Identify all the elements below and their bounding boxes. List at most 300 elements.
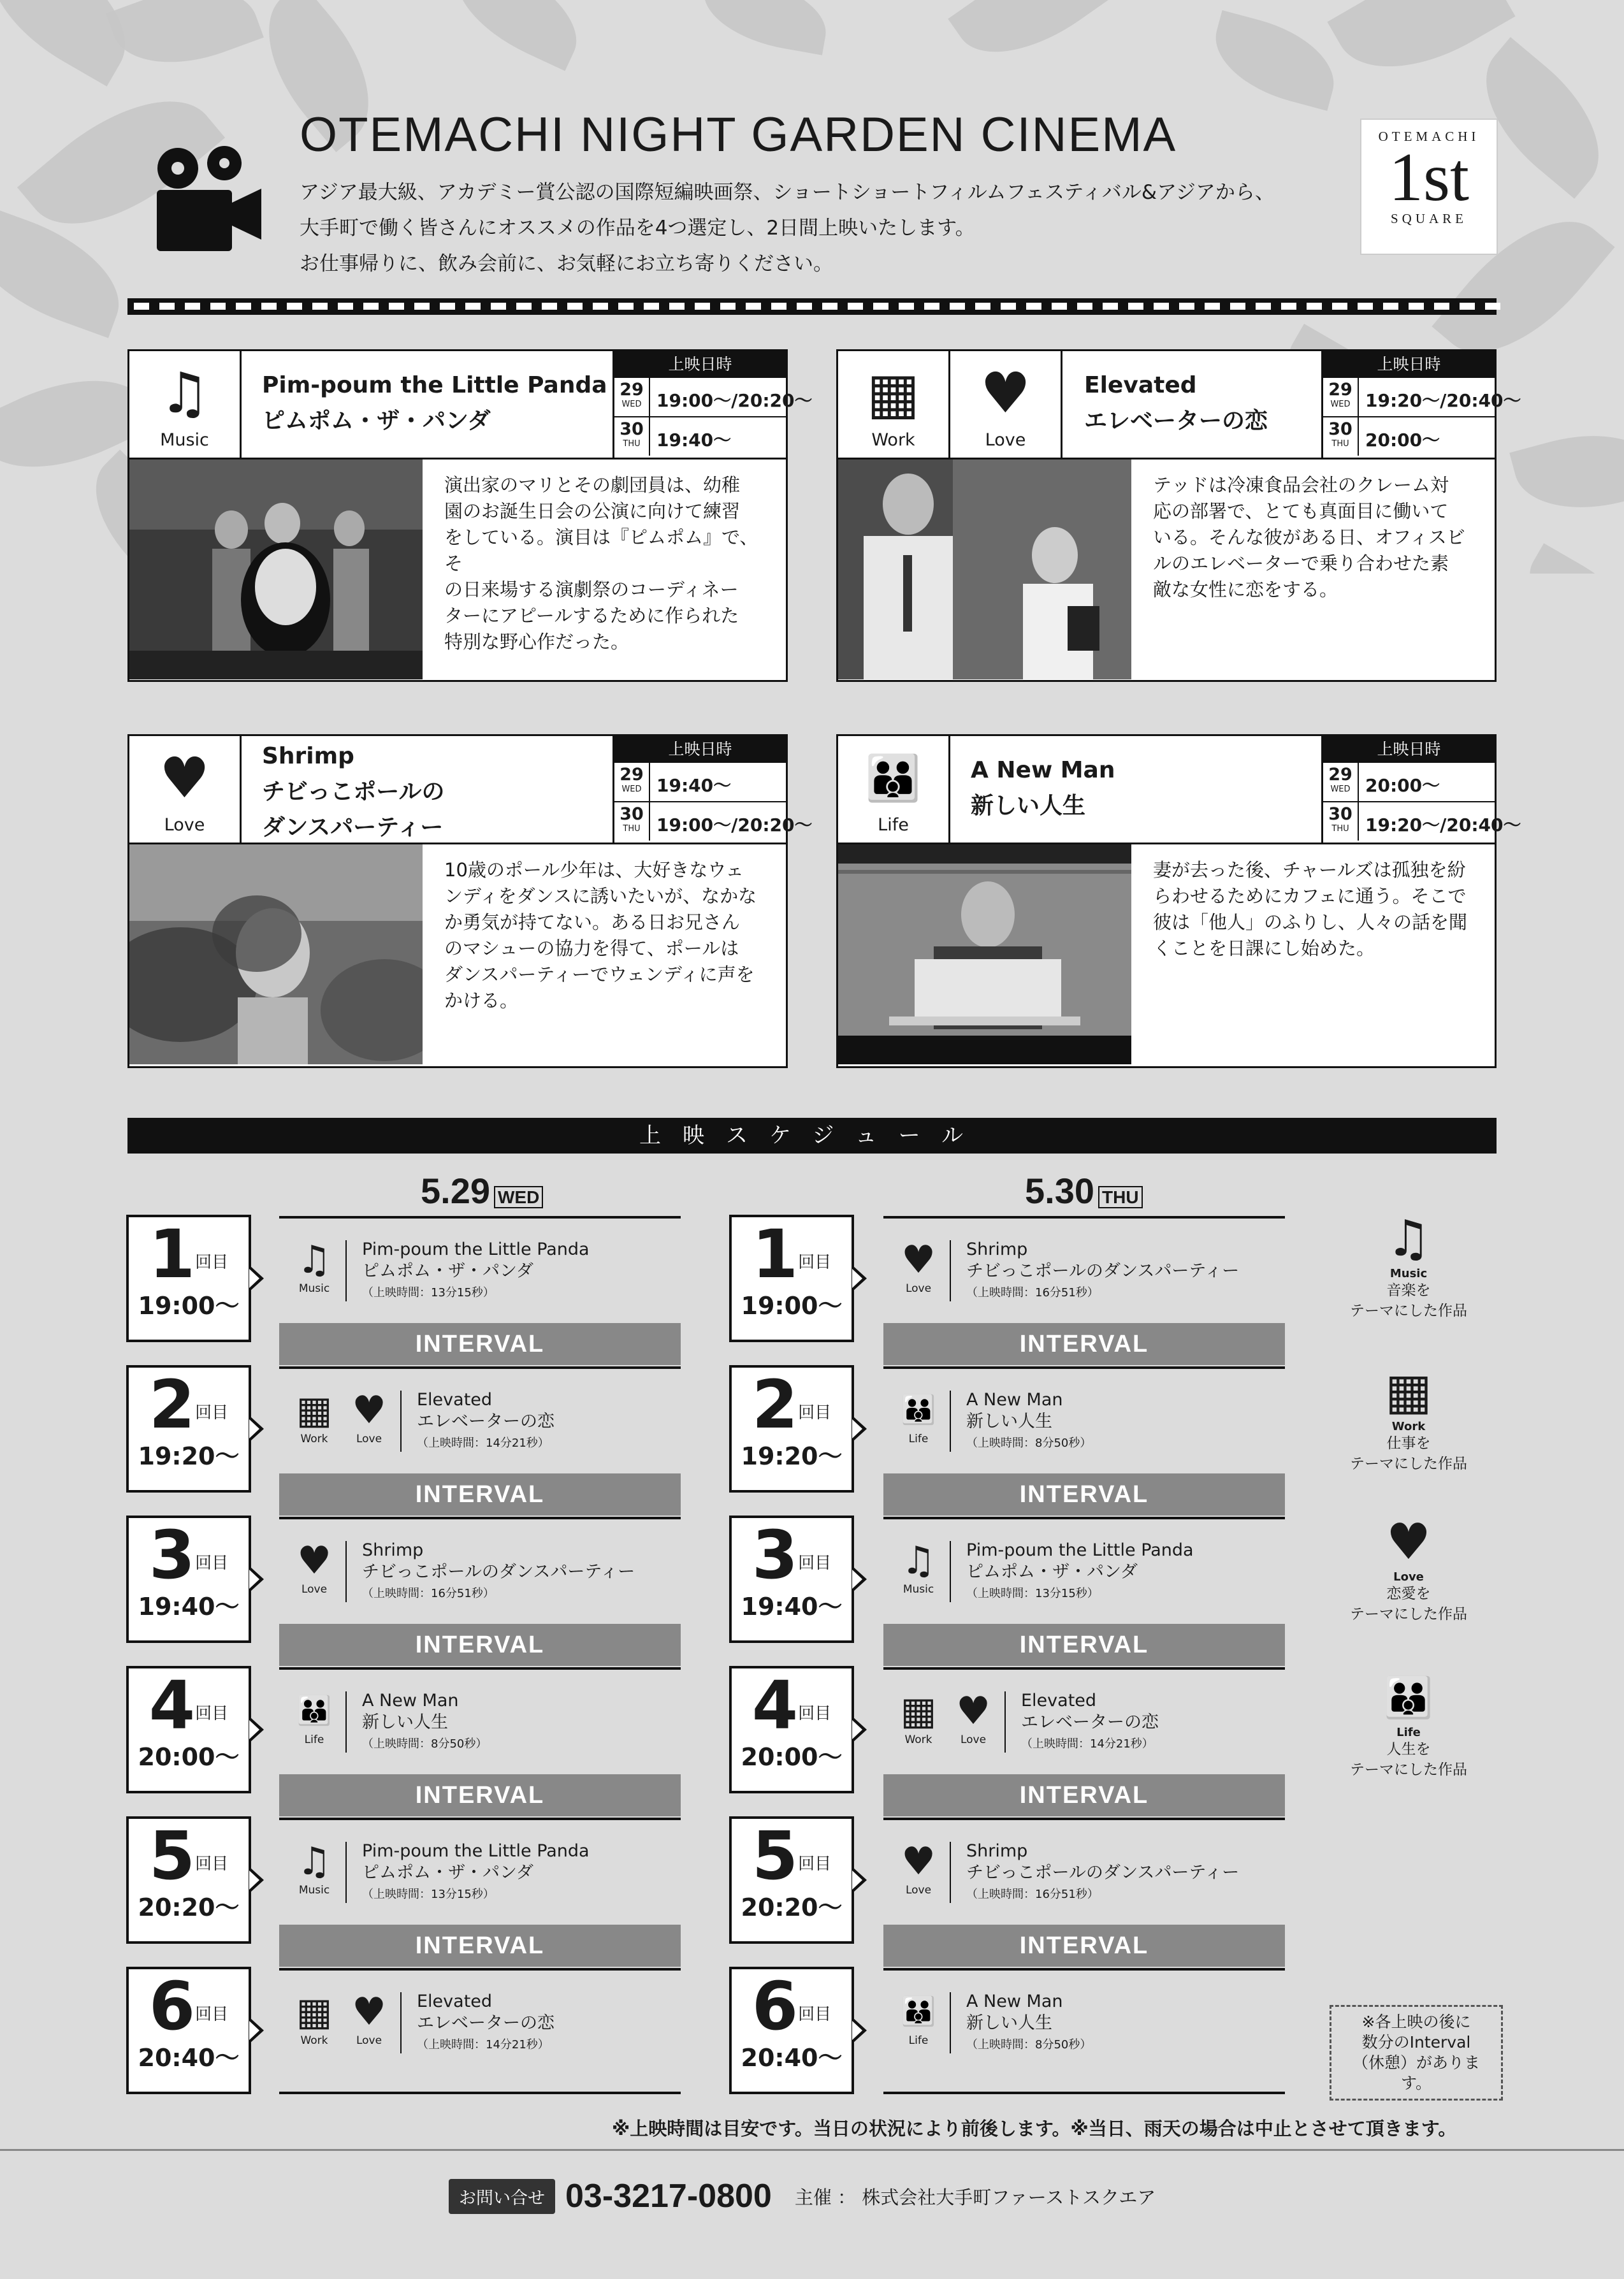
slot-time: 20:20〜 [741, 1893, 843, 1921]
round-suffix: 回目 [798, 2005, 832, 2024]
showtime-value: 19:40〜 [656, 775, 732, 796]
legend-desc: テーマにした作品 [1350, 1762, 1467, 1778]
showtime-value: 19:00〜/20:20〜 [656, 390, 813, 411]
separator [400, 1391, 402, 1452]
icon-label: Love [985, 430, 1026, 450]
round-suffix: 回目 [195, 1403, 229, 1422]
filmstrip-hole [414, 303, 430, 310]
film-title-en: Pim-poum the Little Panda [362, 1240, 590, 1259]
round-suffix: 回目 [798, 1704, 832, 1723]
showtime-row [614, 802, 813, 842]
interval-bar: INTERVAL [883, 1323, 1285, 1365]
schedule-slot [729, 1816, 854, 1944]
schedule-film [883, 1517, 1285, 1625]
intro-text [300, 175, 1319, 282]
film-still-a-new-man [838, 844, 1131, 1064]
desc-line: 敵な女性に恋をする。 [1153, 579, 1338, 600]
filmstrip-hole [491, 303, 506, 310]
music-note-icon: ♫ Music [890, 1538, 947, 1596]
desc-line: テッドは冷凍食品会社のクレーム対 [1153, 474, 1449, 496]
showtime-value: 19:20〜/20:40〜 [1365, 814, 1521, 836]
day-num: 30 [1328, 419, 1352, 439]
schedule-slot [729, 1666, 854, 1793]
film-description [444, 857, 776, 1014]
filmstrip-hole [1383, 303, 1398, 310]
film-title-ja: ピムポム・ザ・パンダ [362, 1863, 533, 1883]
filmstrip-hole [1128, 303, 1143, 310]
showtime-value: 19:00〜/20:20〜 [656, 814, 813, 836]
film-title-ja: エレベーターの恋 [417, 2013, 555, 2033]
film-duration: （上映時間：13分15秒） [966, 1587, 1099, 1600]
film-title-ja: チビっこポールのダンスパーティー [966, 1261, 1240, 1281]
title-en: Shrimp [262, 743, 354, 769]
filmstrip-hole [1485, 303, 1500, 310]
legend-label: Work [1391, 1420, 1426, 1433]
icon-label: Work [300, 1433, 328, 1445]
building-icon: ▦ Work [890, 1689, 947, 1746]
showtimes [613, 736, 813, 843]
showtimes-header: 上映日時 [614, 736, 786, 763]
heart-icon: ♥ Love [890, 1839, 947, 1897]
heart-icon: ♥ Love [340, 1388, 398, 1445]
icon-label: Work [904, 1733, 932, 1746]
legend-desc: 人生を [1386, 1741, 1431, 1758]
day-of-week: THU [1098, 1186, 1143, 1208]
desc-line: の日来場する演劇祭のコーディネー [444, 579, 739, 600]
icon-label: Love [905, 1884, 932, 1897]
desc-line: のマシューの協力を得て、ポールは [444, 937, 739, 959]
round-suffix: 回目 [798, 1403, 832, 1422]
filmstrip-hole [873, 303, 888, 310]
desc-line: 演出家のマリとその劇団員は、幼稚 [444, 474, 741, 496]
filmstrip-hole [1409, 303, 1424, 310]
showtimes [1321, 736, 1521, 843]
film-title-ja: 新しい人生 [362, 1712, 448, 1732]
filmstrip-hole [848, 303, 863, 310]
note-line: 数分のInterval [1361, 2033, 1471, 2051]
filmstrip-hole [899, 303, 914, 310]
desc-line: 彼は「他人」のふりし、人々の話を聞 [1153, 911, 1468, 933]
round-suffix: 回目 [195, 2005, 229, 2024]
desc-line: らわせるためにカフェに通う。そこで [1153, 885, 1467, 907]
film-card-pim-poum [127, 349, 813, 682]
filmstrip-hole [669, 303, 685, 310]
projector-icon [143, 144, 264, 254]
intro-line-2: 大手町で働く皆さんにオススメの作品を4つ選定し、2日間上映いたします。 [300, 217, 975, 240]
heart-icon: ♥ Love [890, 1238, 947, 1295]
film-duration: （上映時間：14分21秒） [417, 2038, 549, 2051]
showtime-row [614, 378, 813, 417]
desc-line: くことを日課にし始めた。 [1153, 937, 1375, 959]
showtime-value: 19:40〜 [656, 430, 732, 451]
date-value: 5.29 [421, 1171, 490, 1211]
slot-time: 20:00〜 [741, 1743, 843, 1771]
filmstrip-hole [516, 303, 532, 310]
showtime-row [1323, 378, 1521, 417]
film-title-en: A New Man [966, 1992, 1063, 2011]
filmstrip-hole [1281, 303, 1296, 310]
day-num: 29 [1328, 765, 1352, 785]
showtime-value: 19:20〜/20:40〜 [1365, 390, 1521, 411]
film-title-en: Elevated [417, 1390, 493, 1410]
round-number: 4 [149, 1667, 196, 1744]
film-text [1021, 1690, 1159, 1755]
date-5-30 [1025, 1170, 1143, 1212]
film-duration: （上映時間：16分51秒） [966, 1286, 1099, 1299]
film-title [971, 753, 1115, 824]
showtime-row [1323, 763, 1495, 802]
film-title-en: A New Man [966, 1390, 1063, 1410]
schedule-end-line [279, 2092, 681, 2094]
filmstrip-hole [134, 303, 149, 310]
legend-desc: 音楽を [1386, 1282, 1431, 1299]
day-num: 30 [620, 804, 644, 824]
filmstrip-hole [644, 303, 659, 310]
music-note-icon: ♫ Music [286, 1238, 343, 1295]
film-title-ja: ピムポム・ザ・パンダ [966, 1562, 1138, 1582]
film-still-elevated [838, 459, 1131, 679]
phone-number[interactable]: 03-3217-0800 [565, 2178, 772, 2215]
title-en: A New Man [971, 757, 1115, 783]
schedule-film [279, 1968, 681, 2076]
legend-label: Music [1389, 1267, 1428, 1280]
title-en: Pim-poum the Little Panda [262, 372, 607, 398]
day-week: WED [621, 400, 642, 409]
icon-label: Music [298, 1884, 330, 1897]
slot-time: 20:40〜 [741, 2044, 843, 2072]
film-title-ja: エレベーターの恋 [417, 1412, 555, 1431]
title-ja: チビっこポールの [262, 779, 445, 805]
schedule-slot [126, 1365, 251, 1493]
schedule-slot [126, 1215, 251, 1342]
icon-label: Life [908, 2034, 929, 2047]
film-text [966, 1540, 1194, 1605]
filmstrip-hole [1434, 303, 1449, 310]
schedule-film [883, 1216, 1285, 1324]
logo-mid: 1st [1388, 140, 1470, 215]
day-week: THU [623, 824, 641, 834]
filmstrip-hole [338, 303, 353, 310]
round-number: 3 [149, 1516, 196, 1594]
icon-label: Love [960, 1733, 987, 1746]
round-number: 1 [149, 1215, 196, 1293]
schedule-film [279, 1517, 681, 1625]
round-number: 2 [149, 1366, 196, 1443]
icon-label: Love [356, 2034, 382, 2047]
icon-label: Love [301, 1583, 328, 1596]
round-suffix: 回目 [195, 1554, 229, 1573]
film-text [362, 1841, 590, 1906]
film-duration: （上映時間：16分51秒） [362, 1587, 495, 1600]
legend-desc: テーマにした作品 [1350, 1303, 1467, 1319]
filmstrip-divider [127, 298, 1497, 315]
film-text [966, 1389, 1091, 1454]
showtimes [613, 351, 813, 458]
film-text [966, 1841, 1239, 1906]
schedule-film [279, 1366, 681, 1475]
filmstrip-hole [542, 303, 557, 310]
intro-line-1: アジア最大級、アカデミー賞公認の国際短編映画祭、ショートショートフィルムフェスティバル&アジアから、 [300, 181, 1275, 204]
round-suffix: 回目 [798, 1253, 832, 1272]
schedule-film [883, 1366, 1285, 1475]
filmstrip-hole [975, 303, 990, 310]
filmstrip-hole [1332, 303, 1347, 310]
film-title-en: Pim-poum the Little Panda [966, 1540, 1194, 1560]
film-duration: （上映時間：16分51秒） [966, 1888, 1099, 1901]
round-number: 2 [751, 1366, 799, 1443]
heart-icon: ♥ Love [950, 351, 1062, 458]
icon-label: Life [304, 1733, 324, 1746]
film-duration: （上映時間：14分21秒） [1021, 1737, 1154, 1751]
showtimes-header: 上映日時 [614, 351, 786, 378]
filmstrip-hole [567, 303, 583, 310]
slot-time: 19:20〜 [741, 1442, 843, 1470]
separator [345, 1691, 347, 1753]
day-num: 29 [1328, 380, 1352, 400]
desc-line: ルのエレベーターで乗り合わせた素 [1153, 553, 1449, 574]
schedule-film [883, 1818, 1285, 1926]
icon-label: Love [164, 815, 205, 835]
interval-bar: INTERVAL [279, 1774, 681, 1816]
desc-line: ターにアピールするために作られた [444, 605, 739, 626]
separator [950, 1992, 951, 2053]
filmstrip-hole [389, 303, 404, 310]
filmstrip-hole [746, 303, 761, 310]
title-en: Elevated [1084, 372, 1197, 398]
filmstrip-hole [822, 303, 837, 310]
family-icon: 👪 Life [838, 736, 950, 843]
music-note-icon: ♫ [1386, 1210, 1431, 1268]
interval-bar: INTERVAL [883, 1925, 1285, 1967]
day-num: 29 [620, 765, 644, 785]
film-text [362, 1239, 590, 1304]
showtime-row [1323, 802, 1521, 842]
filmstrip-hole [210, 303, 226, 310]
filmstrip-hole [771, 303, 787, 310]
interval-bar: INTERVAL [883, 1624, 1285, 1666]
icon-label: Life [908, 1433, 929, 1445]
schedule-slot [729, 1516, 854, 1643]
filmstrip-hole [1052, 303, 1067, 310]
schedule-film [883, 1968, 1285, 2076]
film-text [966, 1239, 1239, 1304]
round-suffix: 回目 [798, 1554, 832, 1573]
interval-bar: INTERVAL [279, 1925, 681, 1967]
schedule-film [279, 1667, 681, 1776]
note-line: （休憩）があります。 [1352, 2053, 1480, 2092]
film-text [417, 1389, 555, 1454]
schedule-header: 上映スケジュール [127, 1118, 1497, 1154]
film-description [1153, 472, 1484, 603]
logo-bottom: SQUARE [1390, 211, 1467, 226]
slot-time: 19:00〜 [138, 1292, 240, 1320]
title-ja: エレベーターの恋 [1084, 408, 1268, 434]
desc-line: をしている。演目は『ピムポム』で、そ [444, 526, 758, 574]
film-text [362, 1540, 635, 1605]
round-number: 3 [751, 1516, 799, 1594]
film-title [262, 739, 445, 846]
desc-line: かける。 [444, 990, 519, 1011]
film-duration: （上映時間：13分15秒） [362, 1286, 495, 1299]
legend-work [1332, 1364, 1485, 1474]
title-ja-2: ダンスパーティー [262, 814, 444, 841]
filmstrip-hole [287, 303, 302, 310]
day-week: THU [1331, 824, 1349, 834]
interval-note [1330, 2005, 1503, 2101]
slot-time: 19:40〜 [138, 1593, 240, 1621]
legend-label: Love [1393, 1570, 1424, 1584]
intro-line-3: お仕事帰りに、飲み会前に、お気軽にお立ち寄りください。 [300, 252, 833, 275]
schedule-film [279, 1216, 681, 1324]
round-number: 1 [751, 1215, 799, 1293]
filmstrip-hole [1358, 303, 1373, 310]
film-still-pim-poum [129, 459, 423, 679]
contact-tag: お問い合せ [449, 2179, 555, 2214]
slot-time: 20:40〜 [138, 2044, 240, 2072]
music-note-icon: ♫ Music [286, 1839, 343, 1897]
showtime-row [1323, 417, 1495, 457]
schedule-slot [126, 1666, 251, 1793]
filmstrip-hole [312, 303, 328, 310]
heart-icon: ♥ Love [340, 1990, 398, 2047]
filmstrip-hole [593, 303, 608, 310]
interval-bar: INTERVAL [279, 1323, 681, 1365]
round-number: 5 [149, 1817, 196, 1895]
icon-label: Life [878, 815, 909, 835]
page-title: OTEMACHI NIGHT GARDEN CINEMA [300, 108, 1177, 162]
filmstrip-hole [1154, 303, 1169, 310]
day-of-week: WED [494, 1186, 543, 1208]
separator [400, 1992, 402, 2053]
film-title [1084, 368, 1268, 439]
filmstrip-hole [1103, 303, 1118, 310]
film-text [966, 1991, 1091, 2056]
showtimes-header: 上映日時 [1323, 736, 1495, 763]
showtimes [1321, 351, 1521, 458]
schedule-film [279, 1818, 681, 1926]
icon-label: Work [871, 430, 915, 450]
schedule-slot [126, 1516, 251, 1643]
round-number: 6 [751, 1967, 799, 2045]
date-value: 5.30 [1025, 1171, 1094, 1211]
film-title-en: Shrimp [966, 1841, 1028, 1861]
film-title-ja: 新しい人生 [966, 2013, 1052, 2033]
desc-line: 10歳のポール少年は、大好きなウェ [444, 859, 744, 881]
film-title-en: Elevated [417, 1992, 493, 2011]
icon-label: Love [905, 1282, 932, 1295]
showtimes-header: 上映日時 [1323, 351, 1495, 378]
filmstrip-hole [1001, 303, 1016, 310]
desc-line: 特別な野心作だった。 [444, 631, 630, 653]
separator [950, 1541, 951, 1602]
film-card-a-new-man [836, 734, 1521, 1068]
slot-time: 20:20〜 [138, 1893, 240, 1921]
icon-label: Music [298, 1282, 330, 1295]
showtime-value: 20:00〜 [1365, 775, 1440, 796]
separator [1004, 1691, 1006, 1753]
schedule-slot [729, 1365, 854, 1493]
filmstrip-hole [924, 303, 939, 310]
film-description [1153, 857, 1484, 962]
slot-time: 19:40〜 [741, 1593, 843, 1621]
film-title [262, 368, 607, 439]
day-num: 30 [620, 419, 644, 439]
film-still-shrimp [129, 844, 423, 1064]
interval-bar: INTERVAL [883, 1473, 1285, 1516]
filmstrip-hole [1230, 303, 1245, 310]
title-ja: ピムポム・ザ・パンダ [262, 408, 491, 434]
separator [950, 1240, 951, 1301]
filmstrip-hole [950, 303, 965, 310]
day-week: WED [1330, 400, 1351, 409]
legend-love [1332, 1514, 1485, 1624]
day-week: WED [621, 785, 642, 794]
legend-desc: テーマにした作品 [1350, 1456, 1467, 1472]
filmstrip-hole [1179, 303, 1194, 310]
heart-icon: ♥ [1386, 1514, 1431, 1571]
desc-line: か勇気が持てない。ある日お兄さん [444, 911, 741, 933]
filmstrip-hole [618, 303, 634, 310]
desc-line: 妻が去った後、チャールズは孤独を紛 [1153, 859, 1466, 881]
showtime-value: 20:00〜 [1365, 430, 1440, 451]
day-week: WED [1330, 785, 1351, 794]
interval-bar: INTERVAL [279, 1624, 681, 1666]
film-duration: （上映時間：8分50秒） [362, 1737, 488, 1751]
film-title-ja: ピムポム・ザ・パンダ [362, 1261, 533, 1281]
slot-time: 19:20〜 [138, 1442, 240, 1470]
building-icon: ▦ [1385, 1363, 1432, 1421]
logo-top: OTEMACHI [1378, 129, 1480, 144]
desc-line: ンディをダンスに誘いたいが、なかな [444, 885, 757, 907]
film-title-en: Elevated [1021, 1691, 1097, 1711]
filmstrip-hole [1460, 303, 1475, 310]
film-text [362, 1690, 487, 1755]
icon-label: Love [356, 1433, 382, 1445]
otemachi-1st-square-logo [1360, 119, 1498, 255]
film-card-elevated [836, 349, 1521, 682]
family-icon: 👪 Life [890, 1388, 947, 1445]
family-icon: 👪 Life [890, 1990, 947, 2047]
separator [950, 1842, 951, 1903]
organizer: 主催 ： 株式会社大手町ファーストスクエア [794, 2186, 1156, 2208]
day-num: 29 [620, 380, 644, 400]
round-suffix: 回目 [195, 1704, 229, 1723]
building-icon: ▦ Work [838, 351, 950, 458]
separator [950, 1391, 951, 1452]
separator [345, 1541, 347, 1602]
film-title-en: Shrimp [966, 1240, 1028, 1259]
footer-divider [0, 2149, 1624, 2151]
day-week: THU [1331, 439, 1349, 449]
round-suffix: 回目 [798, 1855, 832, 1874]
round-suffix: 回目 [195, 1855, 229, 1874]
separator [345, 1240, 347, 1301]
filmstrip-hole [440, 303, 455, 310]
family-icon: 👪 [1384, 1674, 1433, 1721]
filmstrip-hole [695, 303, 710, 310]
music-icon: ♫ Music [129, 351, 242, 458]
film-title-en: Pim-poum the Little Panda [362, 1841, 590, 1861]
heart-icon: ♥ Love [286, 1538, 343, 1596]
round-number: 5 [751, 1817, 799, 1895]
filmstrip-hole [1307, 303, 1322, 310]
legend-label: Life [1396, 1726, 1421, 1739]
round-number: 6 [149, 1967, 196, 2045]
footnote: ※上映時間は目安です。当日の状況により前後します。※当日、雨天の場合は中止とさせて頂きます。 [612, 2118, 1457, 2139]
family-icon: 👪 Life [286, 1689, 343, 1746]
date-5-29 [421, 1170, 543, 1212]
contact-info [449, 2177, 1156, 2215]
